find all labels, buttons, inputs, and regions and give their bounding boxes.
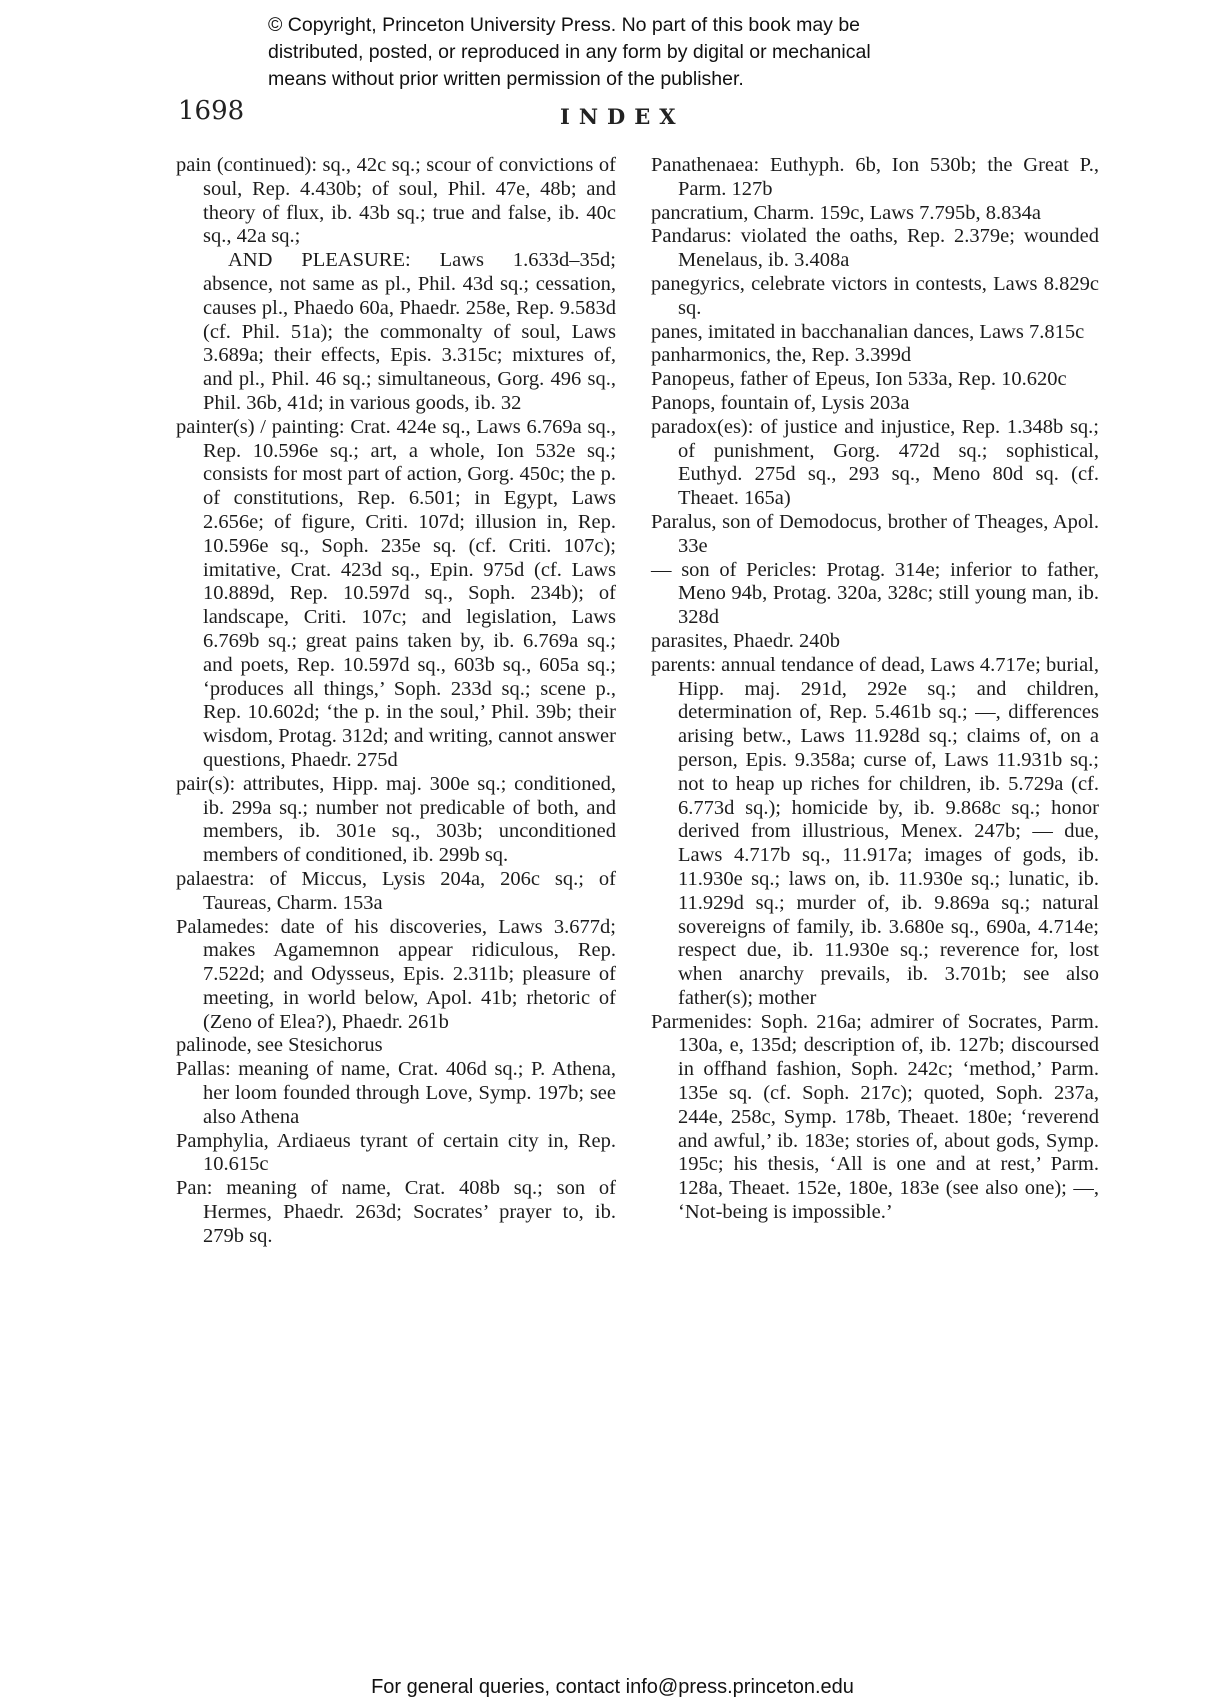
index-entry: pancratium, Charm. 159c, Laws 7.795b, 8.834a: [651, 201, 1041, 224]
copyright-line: © Copyright, Princeton University Press. No part of this book may be: [268, 14, 861, 36]
index-entry: Palamedes: date of his discoveries, Laws 3.677d; makes Agamemnon appear ridiculous, Rep. 7.522d; and Odysseus, Epis. 2.311b; pleasure of meeting, in world below, Apol. 41b; rhetoric of (Zeno of Elea?), Phaedr. 261b: [176, 915, 616, 1033]
index-entry: Panathenaea: Euthyph. 6b, Ion 530b; the Great P., Parm. 127b: [651, 154, 1099, 200]
index-column-left: [176, 154, 616, 1249]
index-entry: — son of Pericles: Protag. 314e; inferior to father, Meno 94b, Protag. 320a, 328c; still young man, ib. 328d: [651, 558, 1099, 629]
index-entry: Panops, fountain of, Lysis 203a: [651, 391, 910, 414]
index-entry: pair(s): attributes, Hipp. maj. 300e sq.; conditioned, ib. 299a sq.; number not predicable of both, and members, ib. 301e sq., 303b; unconditioned members of conditioned, ib. 299b sq.: [176, 772, 616, 867]
index-subentry-text: AND PLEASURE: Laws 1.633d–35d; absence, not same as pl., Phil. 43d sq.; cessation, causes pl., Phaedo 60a, Phaedr. 258e, Rep. 9.583d (cf. Phil. 51a); the commonalty of soul, Laws 3.689a; their effects, Epis. 3.315c; mixtures of, and pl., Phil. 46 sq.; simultaneous, Gorg. 496 sq., Phil. 36b, 41d; in various goods, ib. 32: [203, 249, 616, 414]
index-entry: painter(s) / painting: Crat. 424e sq., Laws 6.769a sq., Rep. 10.596e sq.; art, a whole, Ion 532e sq.; consists for most part of action, Gorg. 450c; the p. of constitutions, Rep. 6.501; in Egypt, Laws 2.656e; of figure, Criti. 107d; illusion in, Rep. 10.596e sq., Soph. 235e sq. (cf. Criti. 107c); imitative, Crat. 423d sq., Epin. 975d (cf. Laws 10.889d, Rep. 10.597d sq., Soph. 234b); of landscape, Criti. 107c; and legislation, Laws 6.769b sq.; great pains taken by, ib. 6.769a sq.; and poets, Rep. 10.597d sq., 603b sq., 605a sq.; ‘produces all things,’ Soph. 233d sq.; scene p., Rep. 10.602d; ‘the p. in the soul,’ Phil. 39b; their wisdom, Protag. 312d; and writing, cannot answer questions, Phaedr. 275d: [176, 415, 616, 771]
index-entry: panharmonics, the, Rep. 3.399d: [651, 344, 912, 367]
index-entry: Pallas: meaning of name, Crat. 406d sq.; P. Athena, her loom founded through Love, Symp. 197b; see also Athena: [176, 1058, 616, 1128]
index-entry: palaestra: of Miccus, Lysis 204a, 206c sq.; of Taureas, Charm. 153a: [176, 867, 616, 914]
index-entry: paradox(es): of justice and injustice, Rep. 1.348b sq.; of punishment, Gorg. 472d sq.; sophistical, Euthyd. 275d sq., 293 sq., Meno 80d sq. (cf. Theaet. 165a): [651, 415, 1099, 510]
index-entry: Pamphylia, Ardiaeus tyrant of certain city in, Rep. 10.615c: [176, 1129, 616, 1176]
footer-contact: For general queries, contact info@press.princeton.edu: [371, 1676, 854, 1698]
index-entry: Panopeus, father of Epeus, Ion 533a, Rep. 10.620c: [651, 368, 1067, 391]
index-entry: Paralus, son of Demodocus, brother of Theages, Apol. 33e: [651, 510, 1099, 557]
index-entry: panes, imitated in bacchanalian dances, Laws 7.815c: [651, 320, 1085, 343]
page-title: INDEX: [560, 104, 685, 129]
index-entry: parasites, Phaedr. 240b: [651, 629, 841, 652]
index-entry: palinode, see Stesichorus: [176, 1034, 383, 1057]
copyright-notice: [268, 12, 1028, 93]
index-column-right: [651, 154, 1099, 1225]
index-subentry: [176, 249, 616, 416]
index-entry: panegyrics, celebrate victors in contests, Laws 8.829c sq.: [651, 272, 1099, 319]
index-entry: pain (continued): sq., 42c sq.; scour of convictions of soul, Rep. 4.430b; of soul, Phil. 47e, 48b; and theory of flux, ib. 43b sq.; true and false, ib. 40c sq., 42a sq.;: [176, 154, 616, 248]
index-entry: parents: annual tendance of dead, Laws 4.717e; burial, Hipp. maj. 291d, 292e sq.; and children, determination of, Rep. 5.461b sq.; —, differences arising betw., Laws 11.928d sq.; claims of, on a person, Epis. 9.358a; curse of, Laws 11.931b sq.; not to heap up riches for children, ib. 5.729a (cf. 6.773d sq.); homicide by, ib. 9.868c sq.; honor derived from illustrious, Menex. 247b; — due, Laws 4.717b sq., 11.917a; images of gods, ib. 11.930e sq.; laws on, ib. 11.930e sq.; lunatic, ib. 11.929d sq.; murder of, ib. 9.869a sq.; natural sovereigns of family, ib. 3.680e sq., 690a, 4.714e; respect due, ib. 11.930e sq.; reverence for, lost when anarchy prevails, ib. 3.701b; see also father(s); mother: [651, 653, 1099, 1009]
page-number: 1698: [178, 96, 245, 126]
copyright-line: means without prior written permission of the publisher.: [268, 68, 744, 90]
index-entry: Pandarus: violated the oaths, Rep. 2.379e; wounded Menelaus, ib. 3.408a: [651, 225, 1099, 272]
index-entry: Parmenides: Soph. 216a; admirer of Socrates, Parm. 130a, e, 135d; description of, ib. 127b; discoursed in offhand fashion, Soph. 242c; ‘method,’ Parm. 135e sq. (cf. Soph. 217c); quoted, Soph. 237a, 244e, 258c, Symp. 178b, Theaet. 180e; ‘reverend and awful,’ ib. 183e; stories of, about gods, Symp. 195c; his thesis, ‘All is one and at rest,’ Parm. 128a, Theaet. 152e, 180e, 183e (see also one); —, ‘Not-being is impossible.’: [651, 1010, 1099, 1224]
index-entry: Pan: meaning of name, Crat. 408b sq.; son of Hermes, Phaedr. 263d; Socrates’ prayer to, ib. 279b sq.: [176, 1177, 616, 1247]
copyright-line: distributed, posted, or reproduced in any form by digital or mechanical: [268, 41, 871, 63]
